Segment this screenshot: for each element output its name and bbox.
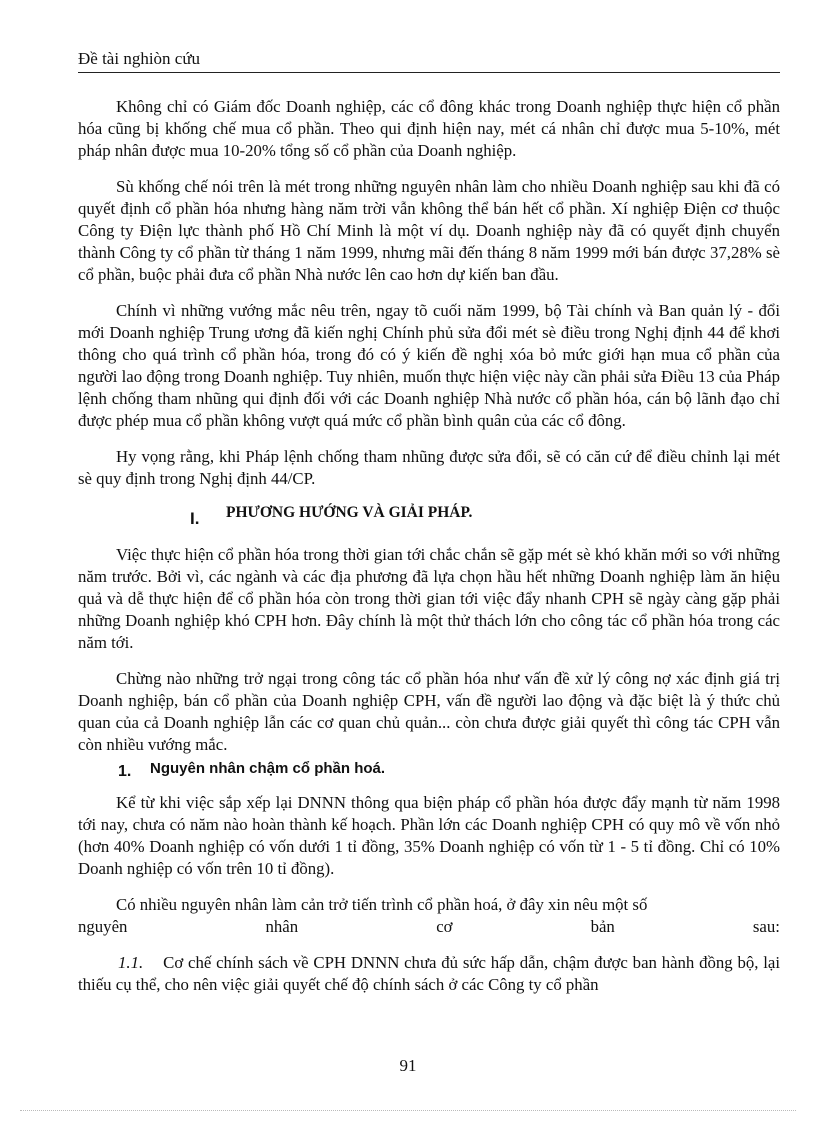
section-title: PHƯƠNG HƯỚNG VÀ GIẢI PHÁP. [226, 504, 473, 521]
word: sau: [752, 917, 780, 936]
subsection-paragraph [78, 952, 780, 996]
footer-divider [20, 1110, 796, 1111]
word: cơ [436, 917, 453, 936]
section-heading-1 [78, 504, 780, 530]
subsection-item-text: Cơ chế chính sách về CPH DNNN chưa đủ sức hấp dẫn, chậm được ban hành đồng bộ, lại thiếu cụ thể, cho nên việc giải quyết chế độ chính sách ở các Công ty cổ phần [78, 953, 780, 994]
word: bản [590, 917, 615, 936]
word: nguyên [78, 917, 128, 936]
paragraph-2: Sù khống chế nói trên là mét trong những nguyên nhân làm cho nhiều Doanh nghiệp sau khi đã có quyết định cổ phần hóa nhưng hàng năm trời vẫn không thể bán hết cổ phần. Xí nghiệp Điện cơ thuộc Công ty Điện lực thành phố Hồ Chí Minh là một ví dụ. Doanh nghiệp này đã có quyết định chuyển thành Công ty cổ phần từ tháng 1 năm 1999, nhưng mãi đến tháng 8 năm 1999 mới bán được 37,28% sè cổ phần, buộc phải đưa cổ phần Nhà nước lên cao hơn dự kiến ban đầu. [78, 177, 780, 284]
document-body [78, 96, 780, 996]
paragraph-1: Không chỉ có Giám đốc Doanh nghiệp, các cổ đông khác trong Doanh nghiệp thực hiện cổ phần hóa cũng bị khống chế mua cổ phần. Theo qui định hiện nay, mét cá nhân chỉ được mua 5-10%, mét pháp nhân được mua 10-20% tổng số cổ phần của Doanh nghiệp. [78, 97, 780, 160]
subsection-title: Nguyên nhân chậm cổ phần hoá. [150, 760, 386, 777]
paragraph-4: Hy vọng rằng, khi Pháp lệnh chống tham nhũng được sửa đổi, sẽ có căn cứ để điều chỉnh lại mét sè quy định trong Nghị định 44/CP. [78, 447, 780, 488]
paragraph-8: Có nhiều nguyên nhân làm cản trở tiến trình cổ phần hoá, ở đây xin nêu một số [116, 895, 648, 914]
subsection-heading-1 [78, 760, 780, 782]
section-number: I. [190, 509, 200, 528]
paragraph-6: Chừng nào những trở ngại trong công tác cổ phần hóa như vấn đề xử lý công nợ xác định giá trị Doanh nghiệp, bán cổ phần của Doanh nghiệp CPH, vấn đề người lao động và đặc biệt là ý thức chủ quan của cả Doanh nghiệp lẫn các cơ quan chủ quản... còn chưa được giải quyết thì công tác CPH vẫn còn nhiều vướng mắc. [78, 669, 780, 754]
page-header: Đề tài nghiòn cứu [78, 48, 780, 73]
paragraph-5: Việc thực hiện cổ phần hóa trong thời gian tới chắc chắn sẽ gặp mét sè khó khăn mới so với những năm trước. Bởi vì, các ngành và các địa phương đã lựa chọn hầu hết những Doanh nghiệp làm ăn hiệu quả và dễ thực hiện để cổ phần hóa còn trong thời gian tới việc đẩy nhanh CPH sẽ ngày càng gặp phải những Doanh nghiệp khó CPH hơn. Đây chính là một thử thách lớn cho công tác cổ phần hóa trong các năm tới. [78, 545, 780, 652]
page-number: 91 [399, 1056, 417, 1075]
paragraph-7: Kể từ khi việc sắp xếp lại DNNN thông qua biện pháp cổ phần hóa được đẩy mạnh từ năm 1998 tới nay, chưa có năm nào hoàn thành kế hoạch. Phần lớn các Doanh nghiệp CPH có quy mô về vốn nhỏ (hơn 40% Doanh nghiệp có vốn dưới 1 tỉ đồng, 35% Doanh nghiệp có vốn từ 1 - 5 tỉ đồng. Chỉ có 10% Doanh nghiệp có vốn trên 10 tỉ đồng). [78, 793, 780, 878]
paragraph-3: Chính vì những vướng mắc nêu trên, ngay tõ cuối năm 1999, bộ Tài chính và Ban quản lý - đổi mới Doanh nghiệp Trung ương đã kiến nghị Chính phủ sửa đổi mét sè điều trong Nghị định 44 để khơi thông cho quá trình cổ phần hóa, trong đó có ý kiến đề nghị xóa bỏ mức giới hạn mua cổ phần của người lao động trong Doanh nghiệp. Tuy nhiên, muốn thực hiện việc này cần phải sửa Điều 13 của Pháp lệnh chống tham nhũng qui định đối với các Doanh nghiệp Nhà nước cổ phần hóa, cán bộ lãnh đạo chỉ được phép mua cổ phần không vượt quá mức cổ phần bình quân của các cổ đông. [78, 301, 780, 430]
word: nhân [265, 917, 299, 936]
subsection-item-number: 1.1. [118, 953, 144, 972]
justified-line [78, 916, 780, 938]
subsection-number: 1. [118, 763, 132, 780]
